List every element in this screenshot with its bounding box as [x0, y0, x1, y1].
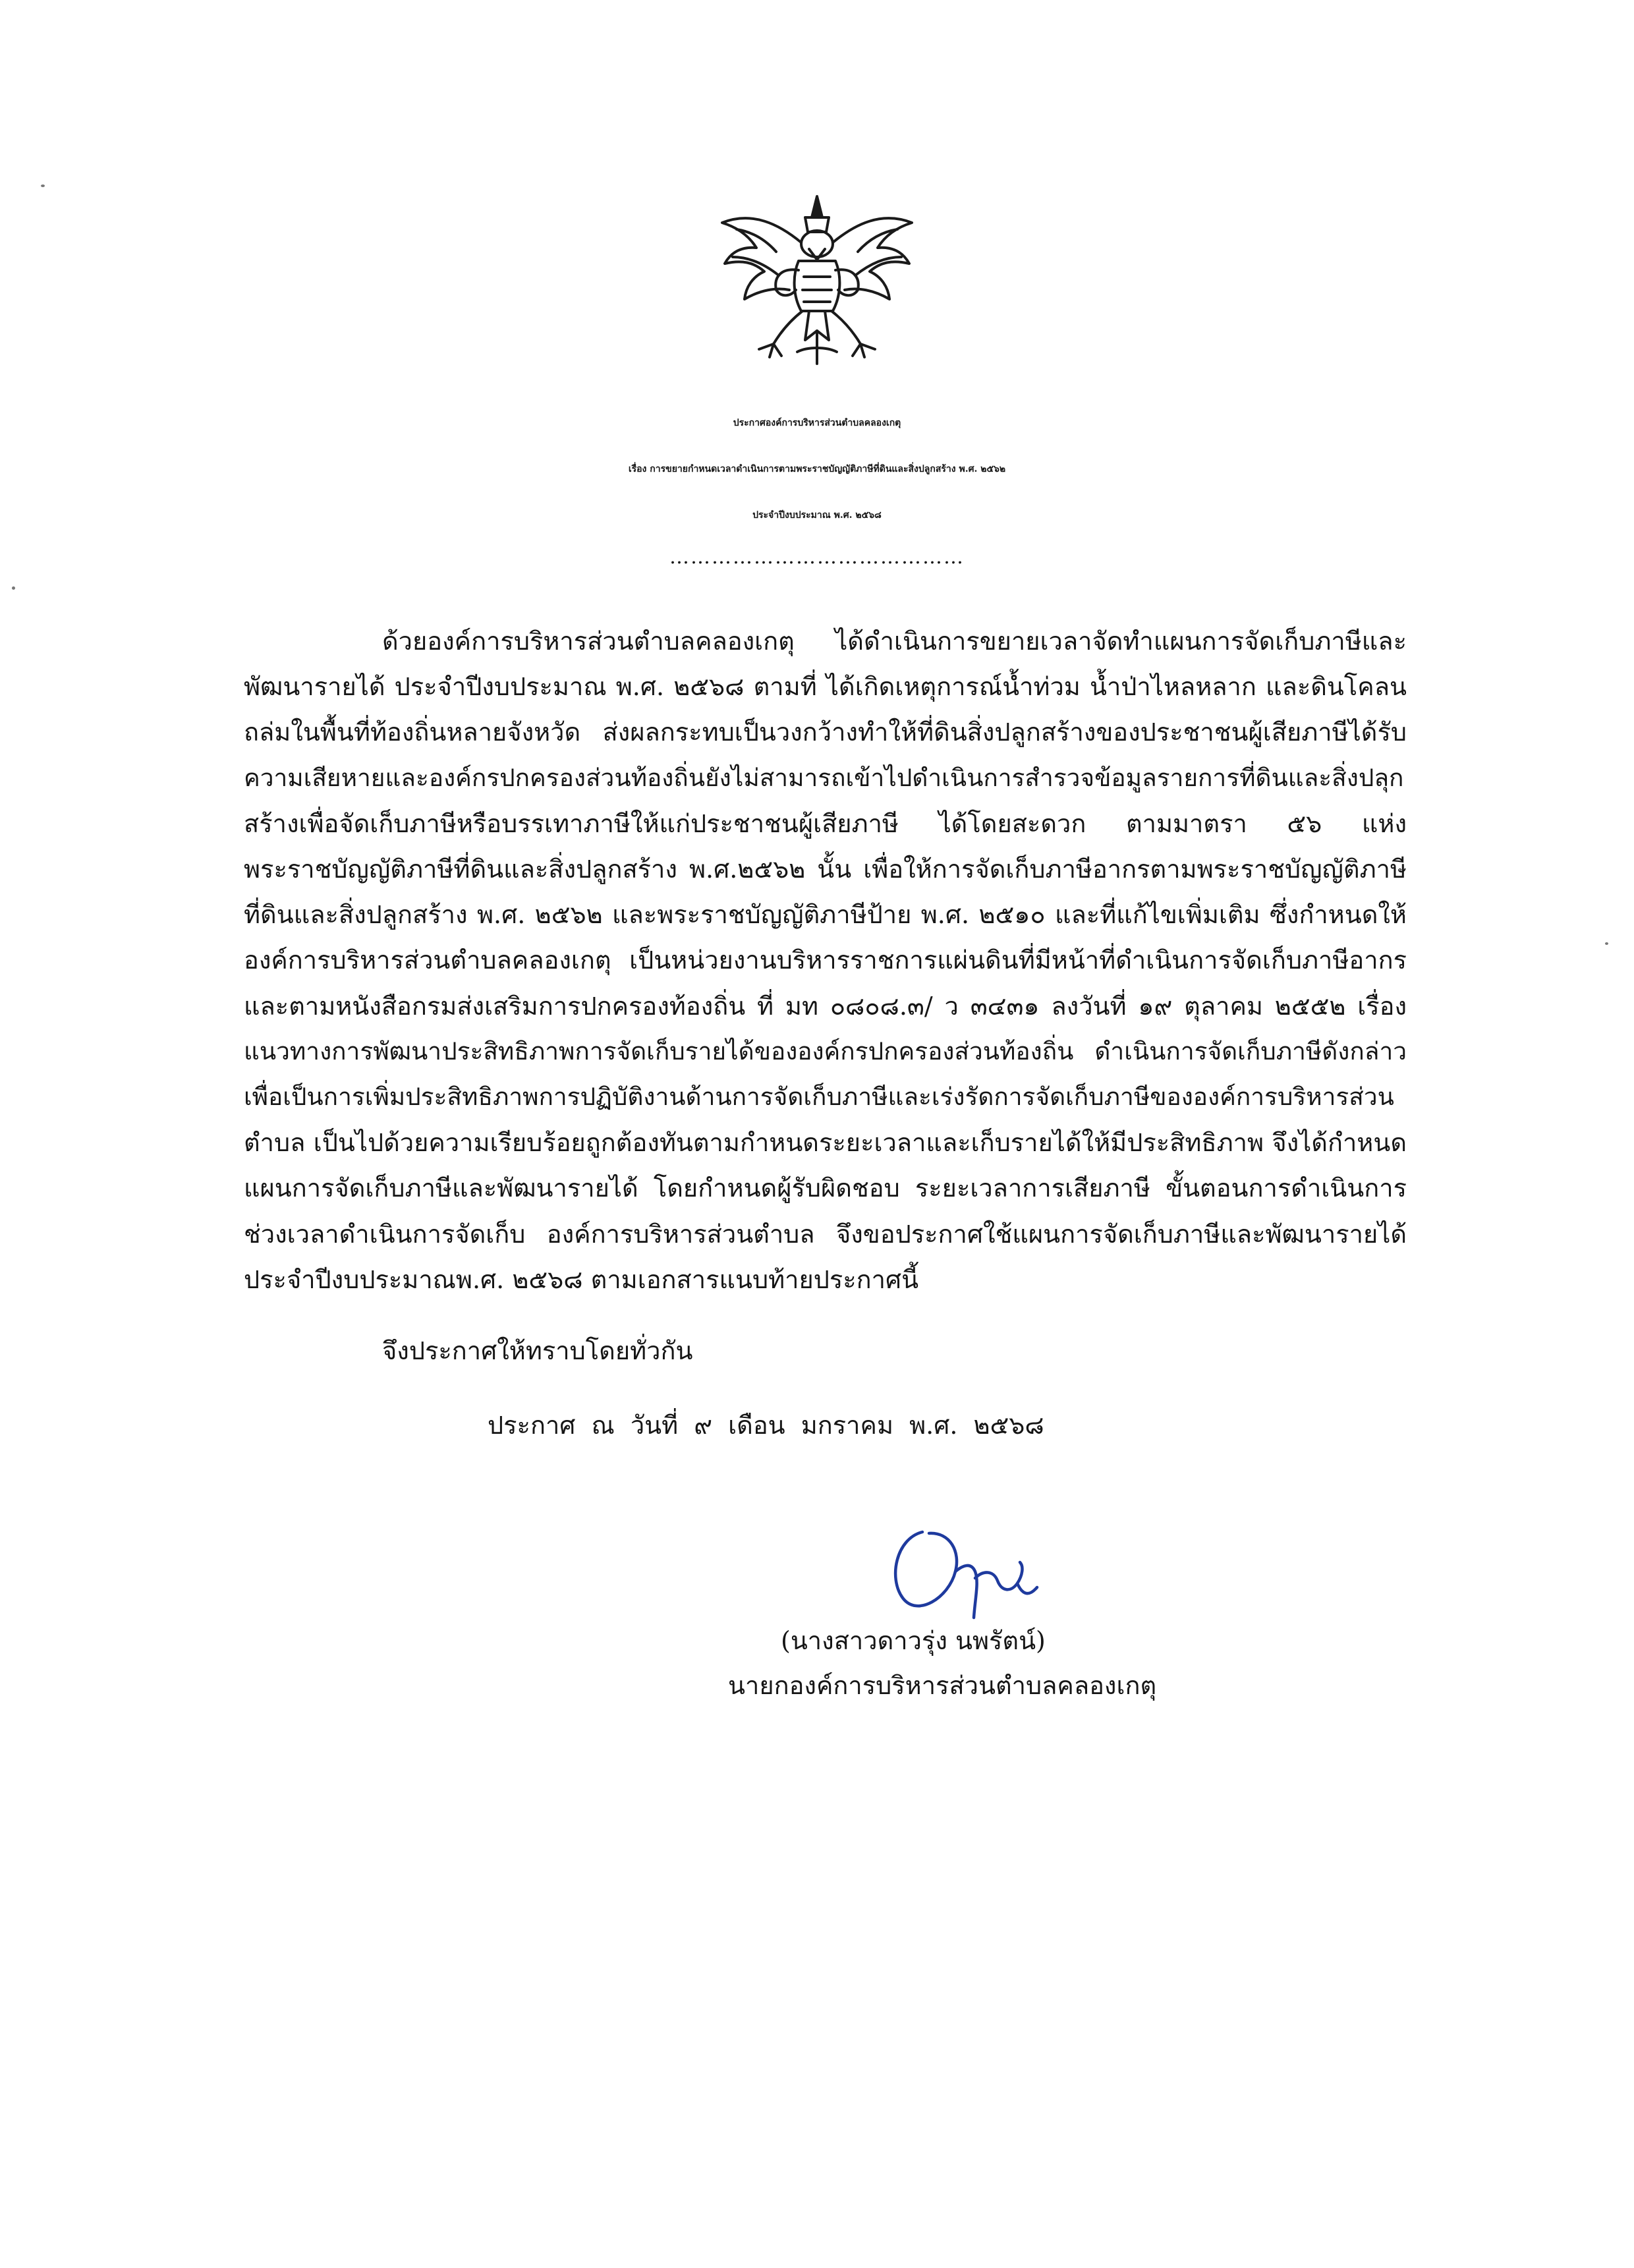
body-line: และตามหนังสือกรมส่งเสริมการปกครองท้องถิ่น ที่ มท ๐๘๐๘.๓/ ว ๓๔๓๑ ลงวันที่ ๑๙ ตุลาคม ๒๕๕๒ เรื่อง — [244, 992, 1407, 1021]
body-line: ช่วงเวลาดำเนินการจัดเก็บ องค์การบริหารส่วนตำบล จึงขอประกาศใช้แผนการจัดเก็บภาษีและพัฒนารายได้ — [244, 1220, 1407, 1249]
body-line: เพื่อเป็นการเพิ่มประสิทธิภาพการปฏิบัติงานด้านการจัดเก็บภาษีและเร่งรัดการจัดเก็บภาษีขององค์การบริหารส่วน — [244, 1083, 1394, 1111]
scan-speck — [1605, 942, 1608, 945]
body-line: สร้างเพื่อจัดเก็บภาษีหรือบรรเทาภาษีให้แก่ประชาชนผู้เสียภาษี ได้โดยสะดวก ตามมาตรา ๕๖ แห่ง — [244, 809, 1407, 838]
garuda-emblem-icon — [713, 191, 921, 369]
body-line: ประจำปีงบประมาณพ.ศ. ๒๕๖๘ ตามเอกสารแนบท้ายประกาศนี้ — [244, 1265, 919, 1294]
body-line: แผนการจัดเก็บภาษีและพัฒนารายได้ โดยกำหนดผู้รับผิดชอบ ระยะเวลาการเสียภาษี ขั้นตอนการดำเนินการ — [244, 1174, 1407, 1203]
body-line: แนวทางการพัฒนาประสิทธิภาพการจัดเก็บรายได้ขององค์กรปกครองส่วนท้องถิ่น ดำเนินการจัดเก็บภาษีดังกล่าว — [244, 1037, 1407, 1065]
announcement-date: ประกาศ ณ วันที่ ๙ เดือน มกราคม พ.ศ. ๒๕๖๘ — [488, 1411, 1044, 1440]
announcement-title: ประกาศองค์การบริหารส่วนตำบลคลองเกตุ — [733, 418, 901, 428]
scan-speck — [41, 184, 45, 187]
signer-name: (นางสาวดาวรุ่ง นพรัตน์) — [781, 1626, 1046, 1655]
body-line: พัฒนารายได้ ประจำปีงบประมาณ พ.ศ. ๒๕๖๘ ตามที่ ได้เกิดเหตุการณ์น้ำท่วม น้ำป่าไหลหลาก และดินโคลน — [244, 672, 1407, 701]
body-line: องค์การบริหารส่วนตำบลคลองเกตุ เป็นหน่วยงานบริหารราชการแผ่นดินที่มีหน้าที่ดำเนินการจัดเก็บภาษีอากร — [244, 946, 1407, 975]
announcement-subject: เรื่อง การขยายกำหนดเวลาดำเนินการตามพระราชบัญญัติภาษีที่ดินและสิ่งปลูกสร้าง พ.ศ. ๒๕๖๒ — [628, 464, 1006, 474]
body-line: ที่ดินและสิ่งปลูกสร้าง พ.ศ. ๒๕๖๒ และพระราชบัญญัติภาษีป้าย พ.ศ. ๒๕๑๐ และที่แก้ไขเพิ่มเติม ซึ่งกำหนดให้ — [244, 900, 1407, 929]
handwritten-signature-icon — [876, 1519, 1094, 1631]
signer-title: นายกองค์การบริหารส่วนตำบลคลองเกตุ — [728, 1671, 1157, 1700]
body-line: ตำบล เป็นไปด้วยความเรียบร้อยถูกต้องทันตามกำหนดระยะเวลาและเก็บรายได้ให้มีประสิทธิภาพ จึงได้กำหนด — [244, 1128, 1407, 1157]
scan-speck — [12, 586, 15, 590]
body-line: ความเสียหายและองค์กรปกครองส่วนท้องถิ่นยังไม่สามารถเข้าไปดำเนินการสำรวจข้อมูลรายการที่ดินและสิ่งปลุก — [244, 764, 1404, 792]
dotted-separator: …………………………………… — [669, 546, 965, 569]
body-line: ด้วยองค์การบริหารส่วนตำบลคลองเกตุ ได้ดำเนินการขยายเวลาจัดทำแผนการจัดเก็บภาษีและ — [382, 627, 1407, 656]
body-line: ถล่มในพื้นที่ท้องถิ่นหลายจังหวัด ส่งผลกระทบเป็นวงกว้างทำให้ที่ดินสิ่งปลูกสร้างของประชาชนผู้เสียภาษีได้รับ — [244, 718, 1407, 747]
body-line: พระราชบัญญัติภาษีที่ดินและสิ่งปลูกสร้าง พ.ศ.๒๕๖๒ นั้น เพื่อให้การจัดเก็บภาษีอากรตามพระราชบัญญัติภาษี — [244, 855, 1407, 884]
fiscal-year-line: ประจำปีงบประมาณ พ.ศ. ๒๕๖๘ — [752, 510, 882, 521]
closing-statement: จึงประกาศให้ทราบโดยทั่วกัน — [382, 1336, 693, 1365]
